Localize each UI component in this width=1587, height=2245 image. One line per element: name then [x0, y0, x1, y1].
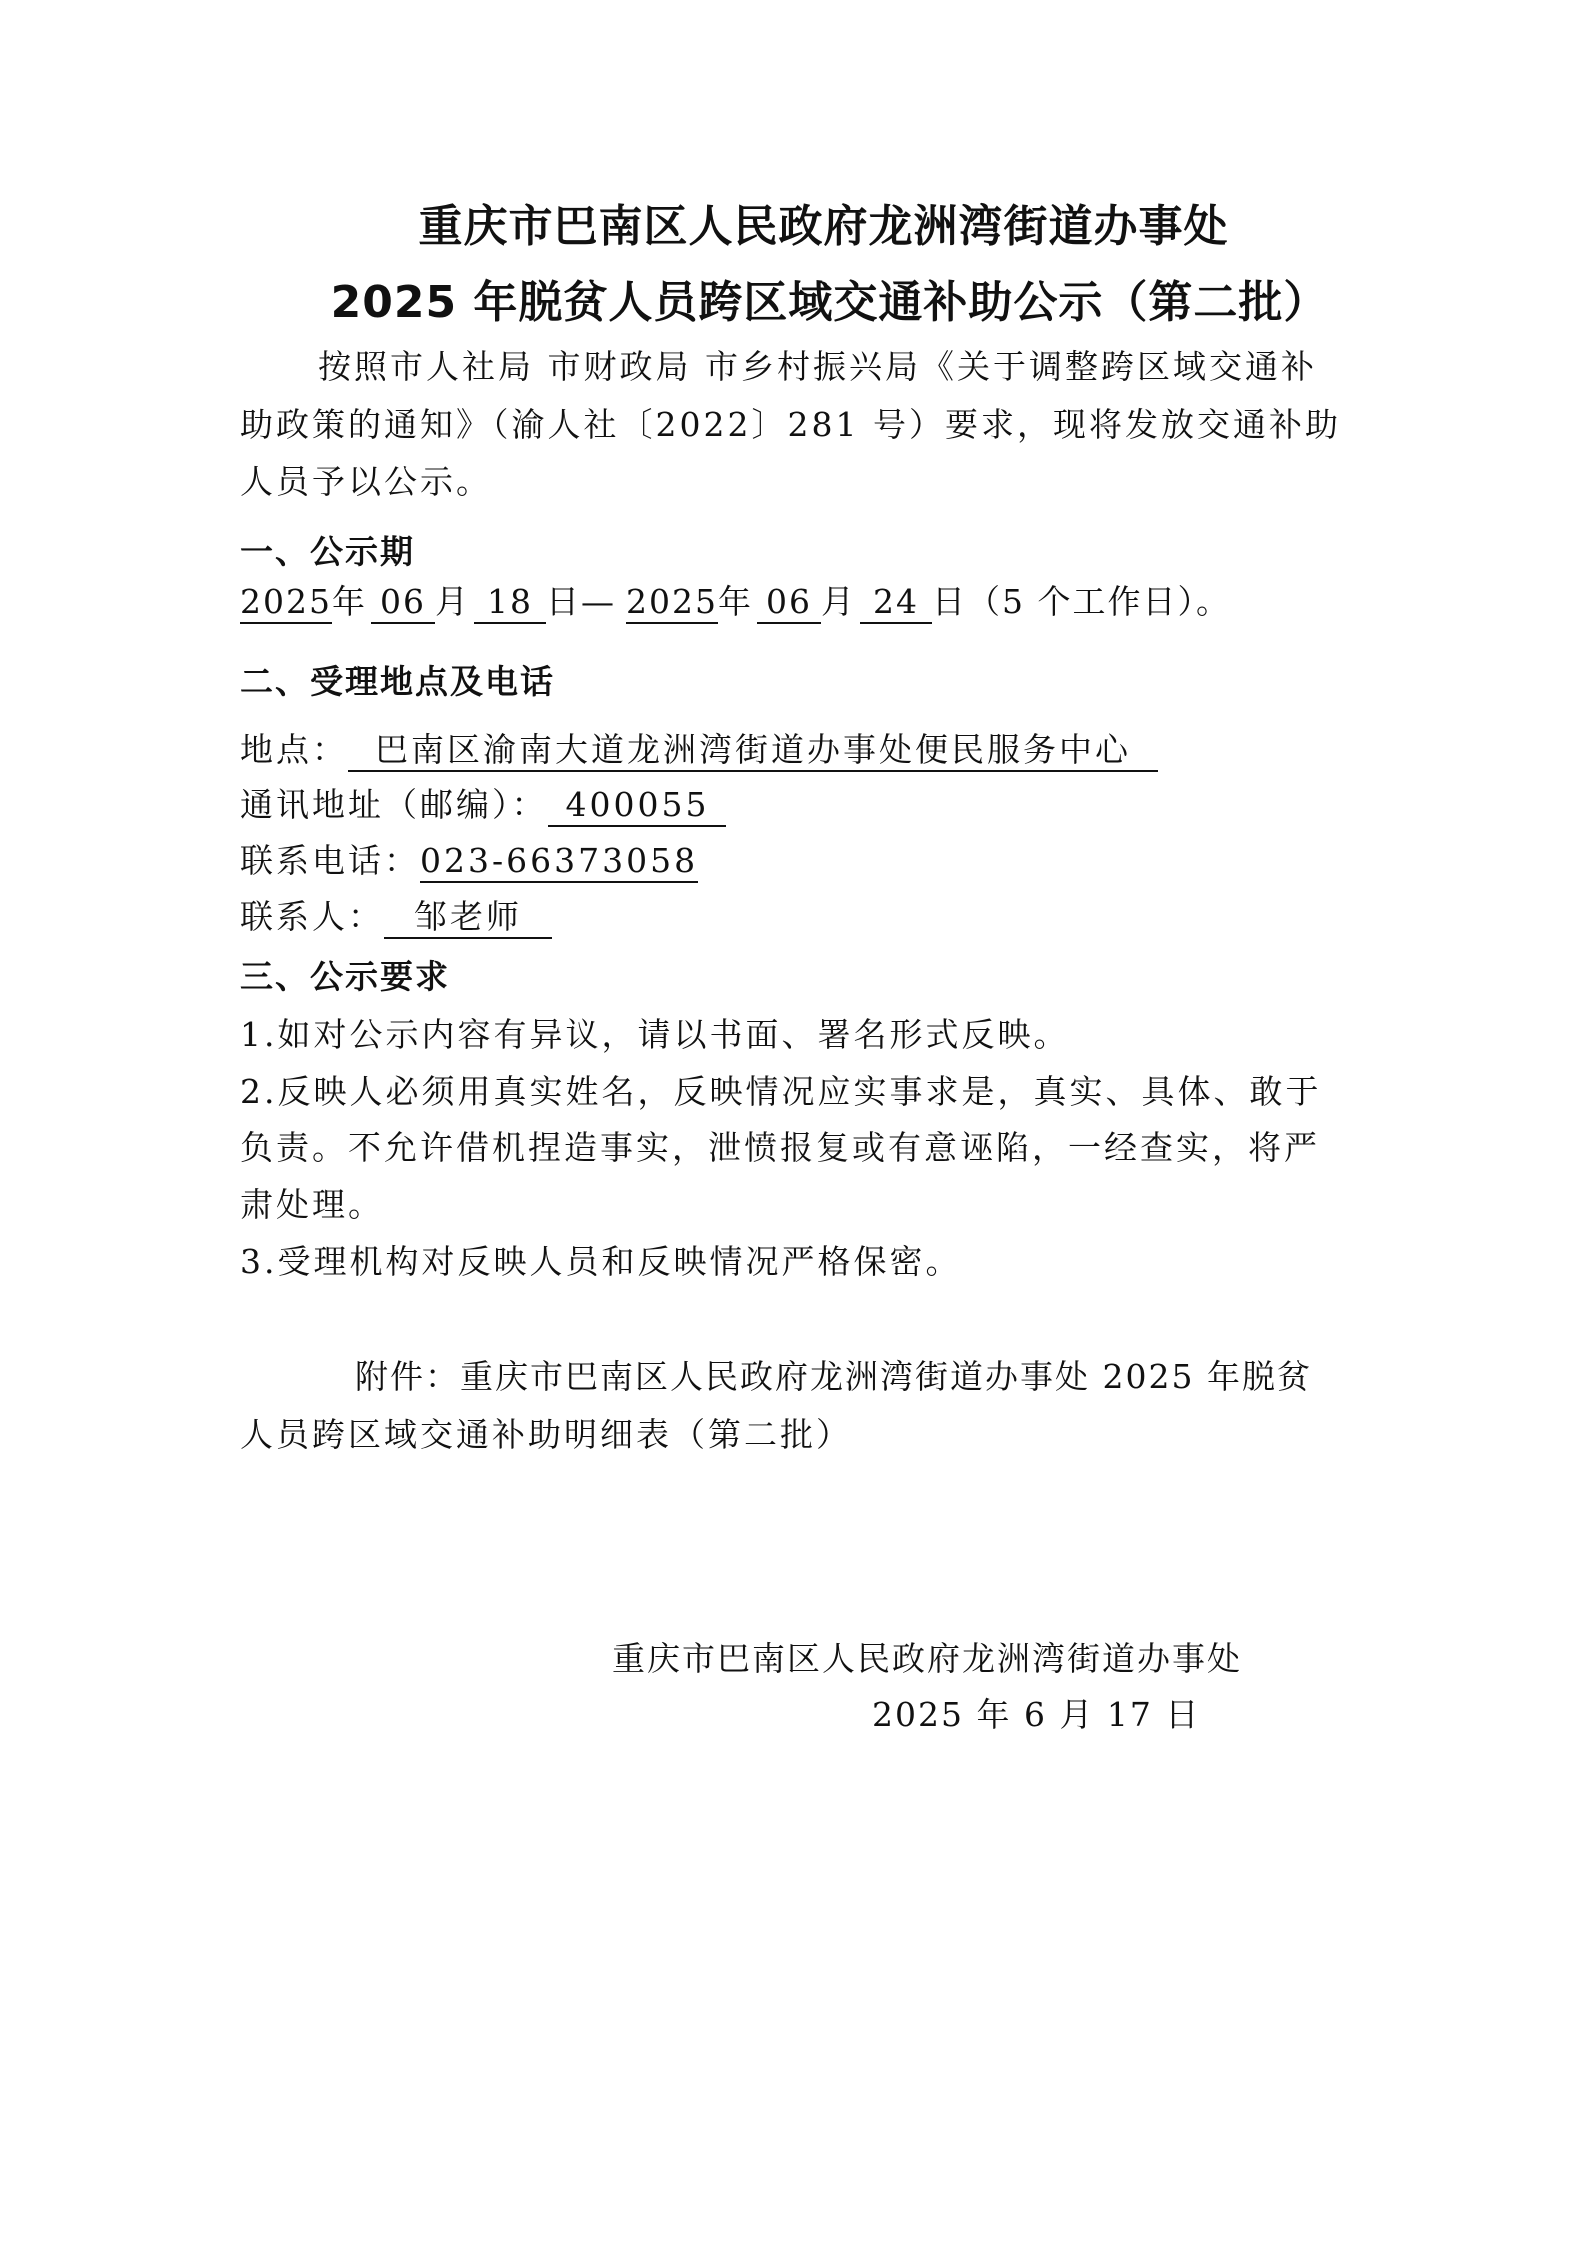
start-year: 2025 [240, 585, 332, 624]
contact-value: 邹老师 [384, 900, 552, 939]
requirement-item-3: 3.受理机构对反映人员和反映情况严格保密。 [240, 1242, 962, 1281]
section-3-heading: 三、公示要求 [240, 957, 450, 996]
phone-label: 联系电话： [240, 841, 420, 880]
requirement-item-1: 1.如对公示内容有异议，请以书面、署名形式反映。 [240, 1015, 1070, 1054]
requirement-item-2-line-1: 2.反映人必须用真实姓名，反映情况应实事求是，真实、具体、敢于 [240, 1072, 1322, 1111]
start-day: 18 [474, 585, 546, 624]
postal-value: 400055 [548, 788, 726, 827]
place-line [240, 730, 1158, 772]
attachment-line-1: 附件：重庆市巴南区人民政府龙洲湾街道办事处 2025 年脱贫 [355, 1357, 1312, 1396]
intro-line-2: 助政策的通知》（渝人社〔2022〕281 号）要求，现将发放交通补助 [240, 405, 1341, 444]
attachment-line-2: 人员跨区域交通补助明细表（第二批） [240, 1415, 852, 1454]
period-suffix: （5 个工作日）。 [966, 582, 1231, 621]
day-dash: 日— [545, 582, 616, 621]
contact-label: 联系人： [240, 897, 384, 936]
intro-line-3: 人员予以公示。 [240, 462, 492, 501]
section-2-heading: 二、受理地点及电话 [240, 662, 555, 701]
phone-value: 023-66373058 [420, 844, 698, 883]
requirement-item-2-line-2: 负责。不允许借机捏造事实，泄愤报复或有意诬陷，一经查实，将严 [240, 1128, 1320, 1167]
end-day: 24 [860, 585, 932, 624]
requirement-item-2-line-3: 肃处理。 [240, 1185, 384, 1224]
signature-date: 2025 年 6 月 17 日 [872, 1695, 1201, 1734]
day-char: 日 [931, 582, 967, 621]
place-value: 巴南区渝南大道龙洲湾街道办事处便民服务中心 [348, 733, 1158, 772]
end-year: 2025 [626, 585, 718, 624]
contact-line [240, 897, 552, 939]
month-char: 月 [434, 582, 470, 621]
signature-org: 重庆市巴南区人民政府龙洲湾街道办事处 [612, 1639, 1242, 1678]
year-char: 年 [717, 582, 753, 621]
section-1-heading: 一、公示期 [240, 532, 415, 571]
year-char: 年 [331, 582, 367, 621]
month-char: 月 [820, 582, 856, 621]
document-title-line-2: 2025 年脱贫人员跨区域交通补助公示（第二批） [330, 277, 1329, 328]
end-month: 06 [757, 585, 821, 624]
intro-line-1: 按照市人社局 市财政局 市乡村振兴局《关于调整跨区域交通补 [318, 347, 1317, 386]
postal-label: 通讯地址（邮编）： [240, 785, 548, 824]
public-period-line [240, 582, 1231, 624]
postal-line [240, 785, 726, 827]
phone-line [240, 841, 699, 883]
start-month: 06 [371, 585, 435, 624]
place-label: 地点： [240, 730, 348, 769]
document-title-line-1: 重庆市巴南区人民政府龙洲湾街道办事处 [418, 201, 1229, 252]
